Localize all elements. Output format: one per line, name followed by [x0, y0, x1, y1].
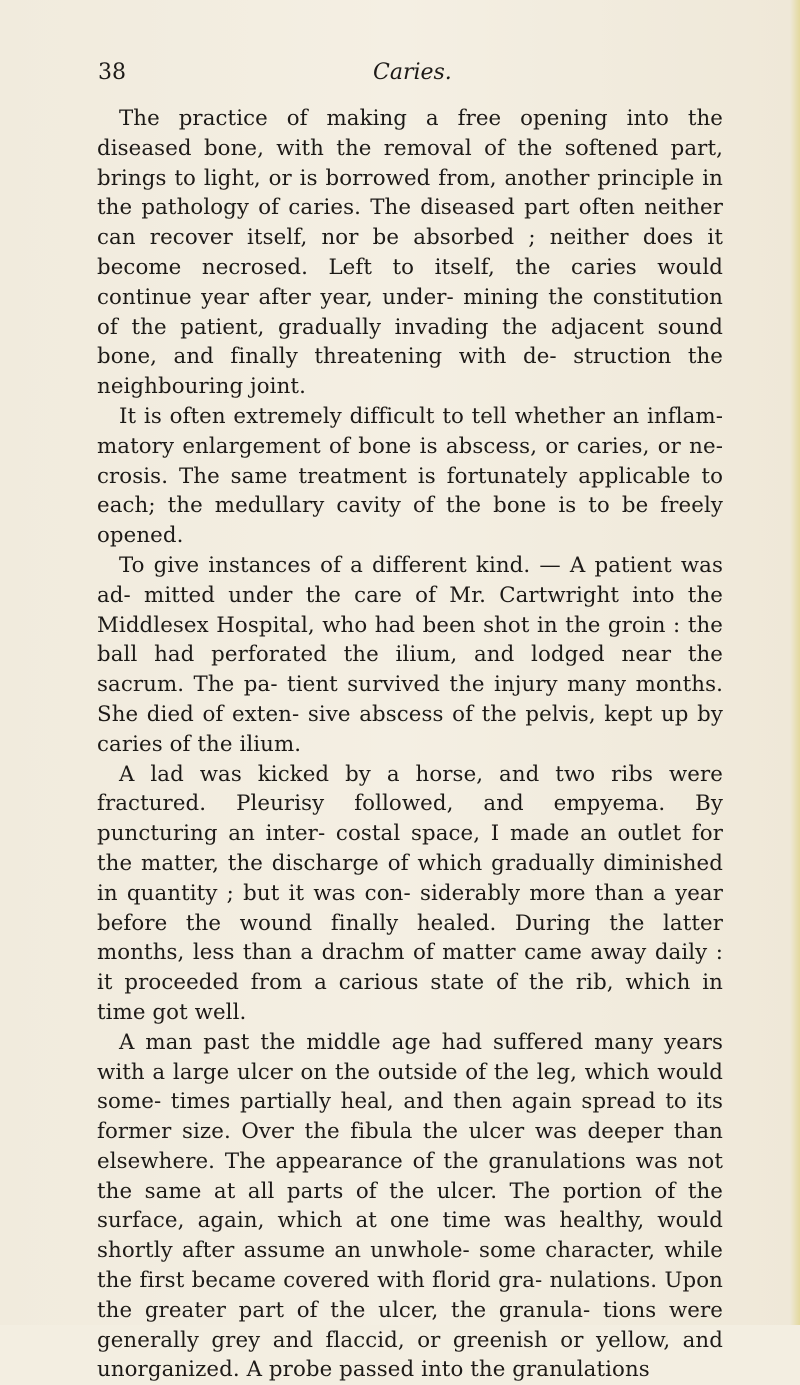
paragraph: A lad was kicked by a horse, and two ribs were fractured. Pleurisy followed, and empyema. By puncturing an inter- costal space, I made an outlet for the matter, the discharge of which gradually diminished in quantity ; but it was con- siderably more than a year before the wound finally healed. During the latter months, less than a drachm of matter came away daily : it proceeded from a carious state of the rib, which in time got well.: [97, 761, 723, 1025]
page-number: 38: [98, 60, 126, 85]
page-edge: [790, 0, 800, 1325]
running-head: [98, 60, 718, 94]
paragraph: The practice of making a free opening into the diseased bone, with the removal of the softened part, brings to light, or is borrowed from, another principle in the pathology of caries. The diseased part often neither can recover itself, nor be absorbed ; neither does it become necrosed. Left to itself, the caries would continue year after year, under- mining the constitution of the patient, gradually invading the adjacent sound bone, and finally threatening with de- struction the neighbouring joint.: [97, 106, 723, 400]
body-text: [97, 104, 723, 1385]
paragraph: It is often extremely difficult to tell whether an inflam- matory enlargement of bone is abscess, or caries, or ne- crosis. The same treatment is fortunately applicable to each; the medullary cavity of the bone is to be freely opened.: [97, 403, 723, 549]
running-head-title: Caries.: [373, 60, 452, 85]
paragraph: To give instances of a different kind. — A patient was ad- mitted under the care of Mr. Cartwright into the Middlesex Hospital, who had been shot in the groin : the ball had perforated the ilium, and lodged near the sacrum. The pa- tient survived the injury many months. She died of exten- sive abscess of the pelvis, kept up by caries of the ilium.: [97, 552, 723, 757]
paragraph: A man past the middle age had suffered many years with a large ulcer on the outside of the leg, which would some- times partially heal, and then again spread to its former size. Over the fibula the ulcer was deeper than elsewhere. The appearance of the granulations was not the same at all parts of the ulcer. The portion of the surface, again, which at one time was healthy, would shortly after assume an unwhole- some character, while the first became covered with florid gra- nulations. Upon the greater part of the ulcer, the granula- tions were generally grey and flaccid, or greenish or yellow, and unorganized. A probe passed into the granulations: [97, 1029, 723, 1383]
